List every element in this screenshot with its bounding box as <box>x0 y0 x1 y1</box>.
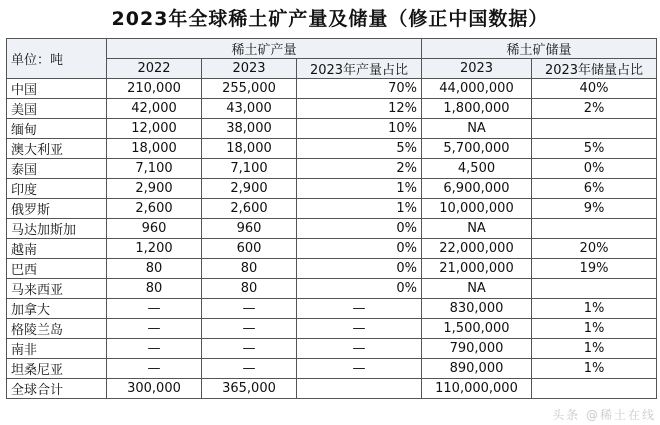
production-2022-cell: 2,900 <box>107 179 202 199</box>
table-row <box>7 99 657 119</box>
reserve-share-cell: 19% <box>532 259 657 279</box>
production-2022-cell: 300,000 <box>107 379 202 399</box>
reserve-2023-cell: 830,000 <box>422 299 532 319</box>
reserve-2023-cell: 5,700,000 <box>422 139 532 159</box>
production-2022-cell: 80 <box>107 259 202 279</box>
production-share-cell: 0% <box>297 259 422 279</box>
reserve-2023-cell: 6,900,000 <box>422 179 532 199</box>
country-cell: 坦桑尼亚 <box>7 359 107 379</box>
country-cell: 加拿大 <box>7 299 107 319</box>
col-header-2022: 2022 <box>107 59 202 79</box>
reserve-2023-cell: 890,000 <box>422 359 532 379</box>
table-row <box>7 79 657 99</box>
country-cell: 印度 <box>7 179 107 199</box>
production-share-cell: 0% <box>297 219 422 239</box>
watermark: 头条 @稀土在线 <box>552 408 656 422</box>
reserve-share-cell <box>532 119 657 139</box>
production-2022-cell: 12,000 <box>107 119 202 139</box>
reserve-2023-cell: 10,000,000 <box>422 199 532 219</box>
production-2022-cell: 2,600 <box>107 199 202 219</box>
col-header-reserve-2023: 2023 <box>422 59 532 79</box>
reserve-2023-cell: 44,000,000 <box>422 79 532 99</box>
country-cell: 马达加斯加 <box>7 219 107 239</box>
col-header-prod-share: 2023年产量占比 <box>297 59 422 79</box>
reserve-share-cell: 1% <box>532 299 657 319</box>
production-share-cell: 12% <box>297 99 422 119</box>
production-2023-cell: 38,000 <box>202 119 297 139</box>
country-cell: 中国 <box>7 79 107 99</box>
table-row <box>7 119 657 139</box>
production-2023-cell: 960 <box>202 219 297 239</box>
reserve-share-cell: 5% <box>532 139 657 159</box>
production-2022-cell: — <box>107 299 202 319</box>
production-2023-cell: 18,000 <box>202 139 297 159</box>
production-share-cell: — <box>297 359 422 379</box>
production-2023-cell: — <box>202 319 297 339</box>
production-share-cell: 1% <box>297 199 422 219</box>
production-2022-cell: 42,000 <box>107 99 202 119</box>
table-row <box>7 279 657 299</box>
production-2022-cell: — <box>107 339 202 359</box>
reserve-share-cell: 9% <box>532 199 657 219</box>
country-cell: 俄罗斯 <box>7 199 107 219</box>
col-header-reserve-share: 2023年储量占比 <box>532 59 657 79</box>
reserve-share-cell: 1% <box>532 359 657 379</box>
production-share-cell: — <box>297 339 422 359</box>
production-2022-cell: 7,100 <box>107 159 202 179</box>
reserve-share-cell: 0% <box>532 159 657 179</box>
country-cell: 格陵兰岛 <box>7 319 107 339</box>
country-cell: 巴西 <box>7 259 107 279</box>
country-cell: 马来西亚 <box>7 279 107 299</box>
table-row <box>7 379 657 399</box>
reserve-share-cell <box>532 219 657 239</box>
reserve-2023-cell: 1,500,000 <box>422 319 532 339</box>
production-2022-cell: — <box>107 319 202 339</box>
reserve-share-cell <box>532 279 657 299</box>
production-2022-cell: — <box>107 359 202 379</box>
reserve-share-cell <box>532 379 657 399</box>
production-share-cell: 70% <box>297 79 422 99</box>
table-row <box>7 299 657 319</box>
reserve-share-cell: 20% <box>532 239 657 259</box>
reserve-2023-cell: 22,000,000 <box>422 239 532 259</box>
production-share-cell: — <box>297 299 422 319</box>
production-2022-cell: 960 <box>107 219 202 239</box>
production-2023-cell: 255,000 <box>202 79 297 99</box>
country-cell: 南非 <box>7 339 107 359</box>
production-share-cell: 2% <box>297 159 422 179</box>
table-row <box>7 199 657 219</box>
reserve-share-cell: 2% <box>532 99 657 119</box>
production-2023-cell: — <box>202 339 297 359</box>
reserve-2023-cell: NA <box>422 119 532 139</box>
production-2023-cell: 80 <box>202 279 297 299</box>
table-row <box>7 219 657 239</box>
reserve-2023-cell: NA <box>422 219 532 239</box>
production-2023-cell: 600 <box>202 239 297 259</box>
rare-earth-table <box>6 38 657 399</box>
unit-label: 单位：吨 <box>7 39 107 79</box>
reserve-share-cell: 1% <box>532 319 657 339</box>
header-row-group <box>7 39 657 59</box>
production-group-header: 稀土矿产量 <box>107 39 422 59</box>
production-share-cell: 0% <box>297 279 422 299</box>
production-share-cell: 10% <box>297 119 422 139</box>
country-cell: 全球合计 <box>7 379 107 399</box>
country-cell: 越南 <box>7 239 107 259</box>
reserve-2023-cell: 4,500 <box>422 159 532 179</box>
table-row <box>7 359 657 379</box>
production-2022-cell: 80 <box>107 279 202 299</box>
table-title: 2023年全球稀土矿产量及储量（修正中国数据） <box>111 8 549 30</box>
reserve-2023-cell: 790,000 <box>422 339 532 359</box>
table-row <box>7 159 657 179</box>
production-2022-cell: 18,000 <box>107 139 202 159</box>
production-2023-cell: — <box>202 359 297 379</box>
reserve-2023-cell: NA <box>422 279 532 299</box>
reserve-group-header: 稀土矿储量 <box>422 39 657 59</box>
table-row <box>7 179 657 199</box>
table-row <box>7 259 657 279</box>
production-2023-cell: 80 <box>202 259 297 279</box>
reserve-2023-cell: 1,800,000 <box>422 99 532 119</box>
production-2023-cell: 2,900 <box>202 179 297 199</box>
production-2023-cell: 2,600 <box>202 199 297 219</box>
reserve-share-cell: 6% <box>532 179 657 199</box>
table-row <box>7 339 657 359</box>
table-row <box>7 239 657 259</box>
reserve-share-cell: 1% <box>532 339 657 359</box>
production-2022-cell: 1,200 <box>107 239 202 259</box>
reserve-share-cell: 40% <box>532 79 657 99</box>
production-share-cell: 5% <box>297 139 422 159</box>
table-body <box>7 79 657 399</box>
reserve-2023-cell: 21,000,000 <box>422 259 532 279</box>
country-cell: 美国 <box>7 99 107 119</box>
table-row <box>7 139 657 159</box>
production-share-cell: 0% <box>297 239 422 259</box>
country-cell: 泰国 <box>7 159 107 179</box>
production-2023-cell: 43,000 <box>202 99 297 119</box>
production-2023-cell: — <box>202 299 297 319</box>
production-2023-cell: 7,100 <box>202 159 297 179</box>
table-row <box>7 319 657 339</box>
country-cell: 缅甸 <box>7 119 107 139</box>
col-header-2023: 2023 <box>202 59 297 79</box>
production-share-cell <box>297 379 422 399</box>
production-share-cell: — <box>297 319 422 339</box>
production-share-cell: 1% <box>297 179 422 199</box>
country-cell: 澳大利亚 <box>7 139 107 159</box>
reserve-2023-cell: 110,000,000 <box>422 379 532 399</box>
production-2023-cell: 365,000 <box>202 379 297 399</box>
production-2022-cell: 210,000 <box>107 79 202 99</box>
